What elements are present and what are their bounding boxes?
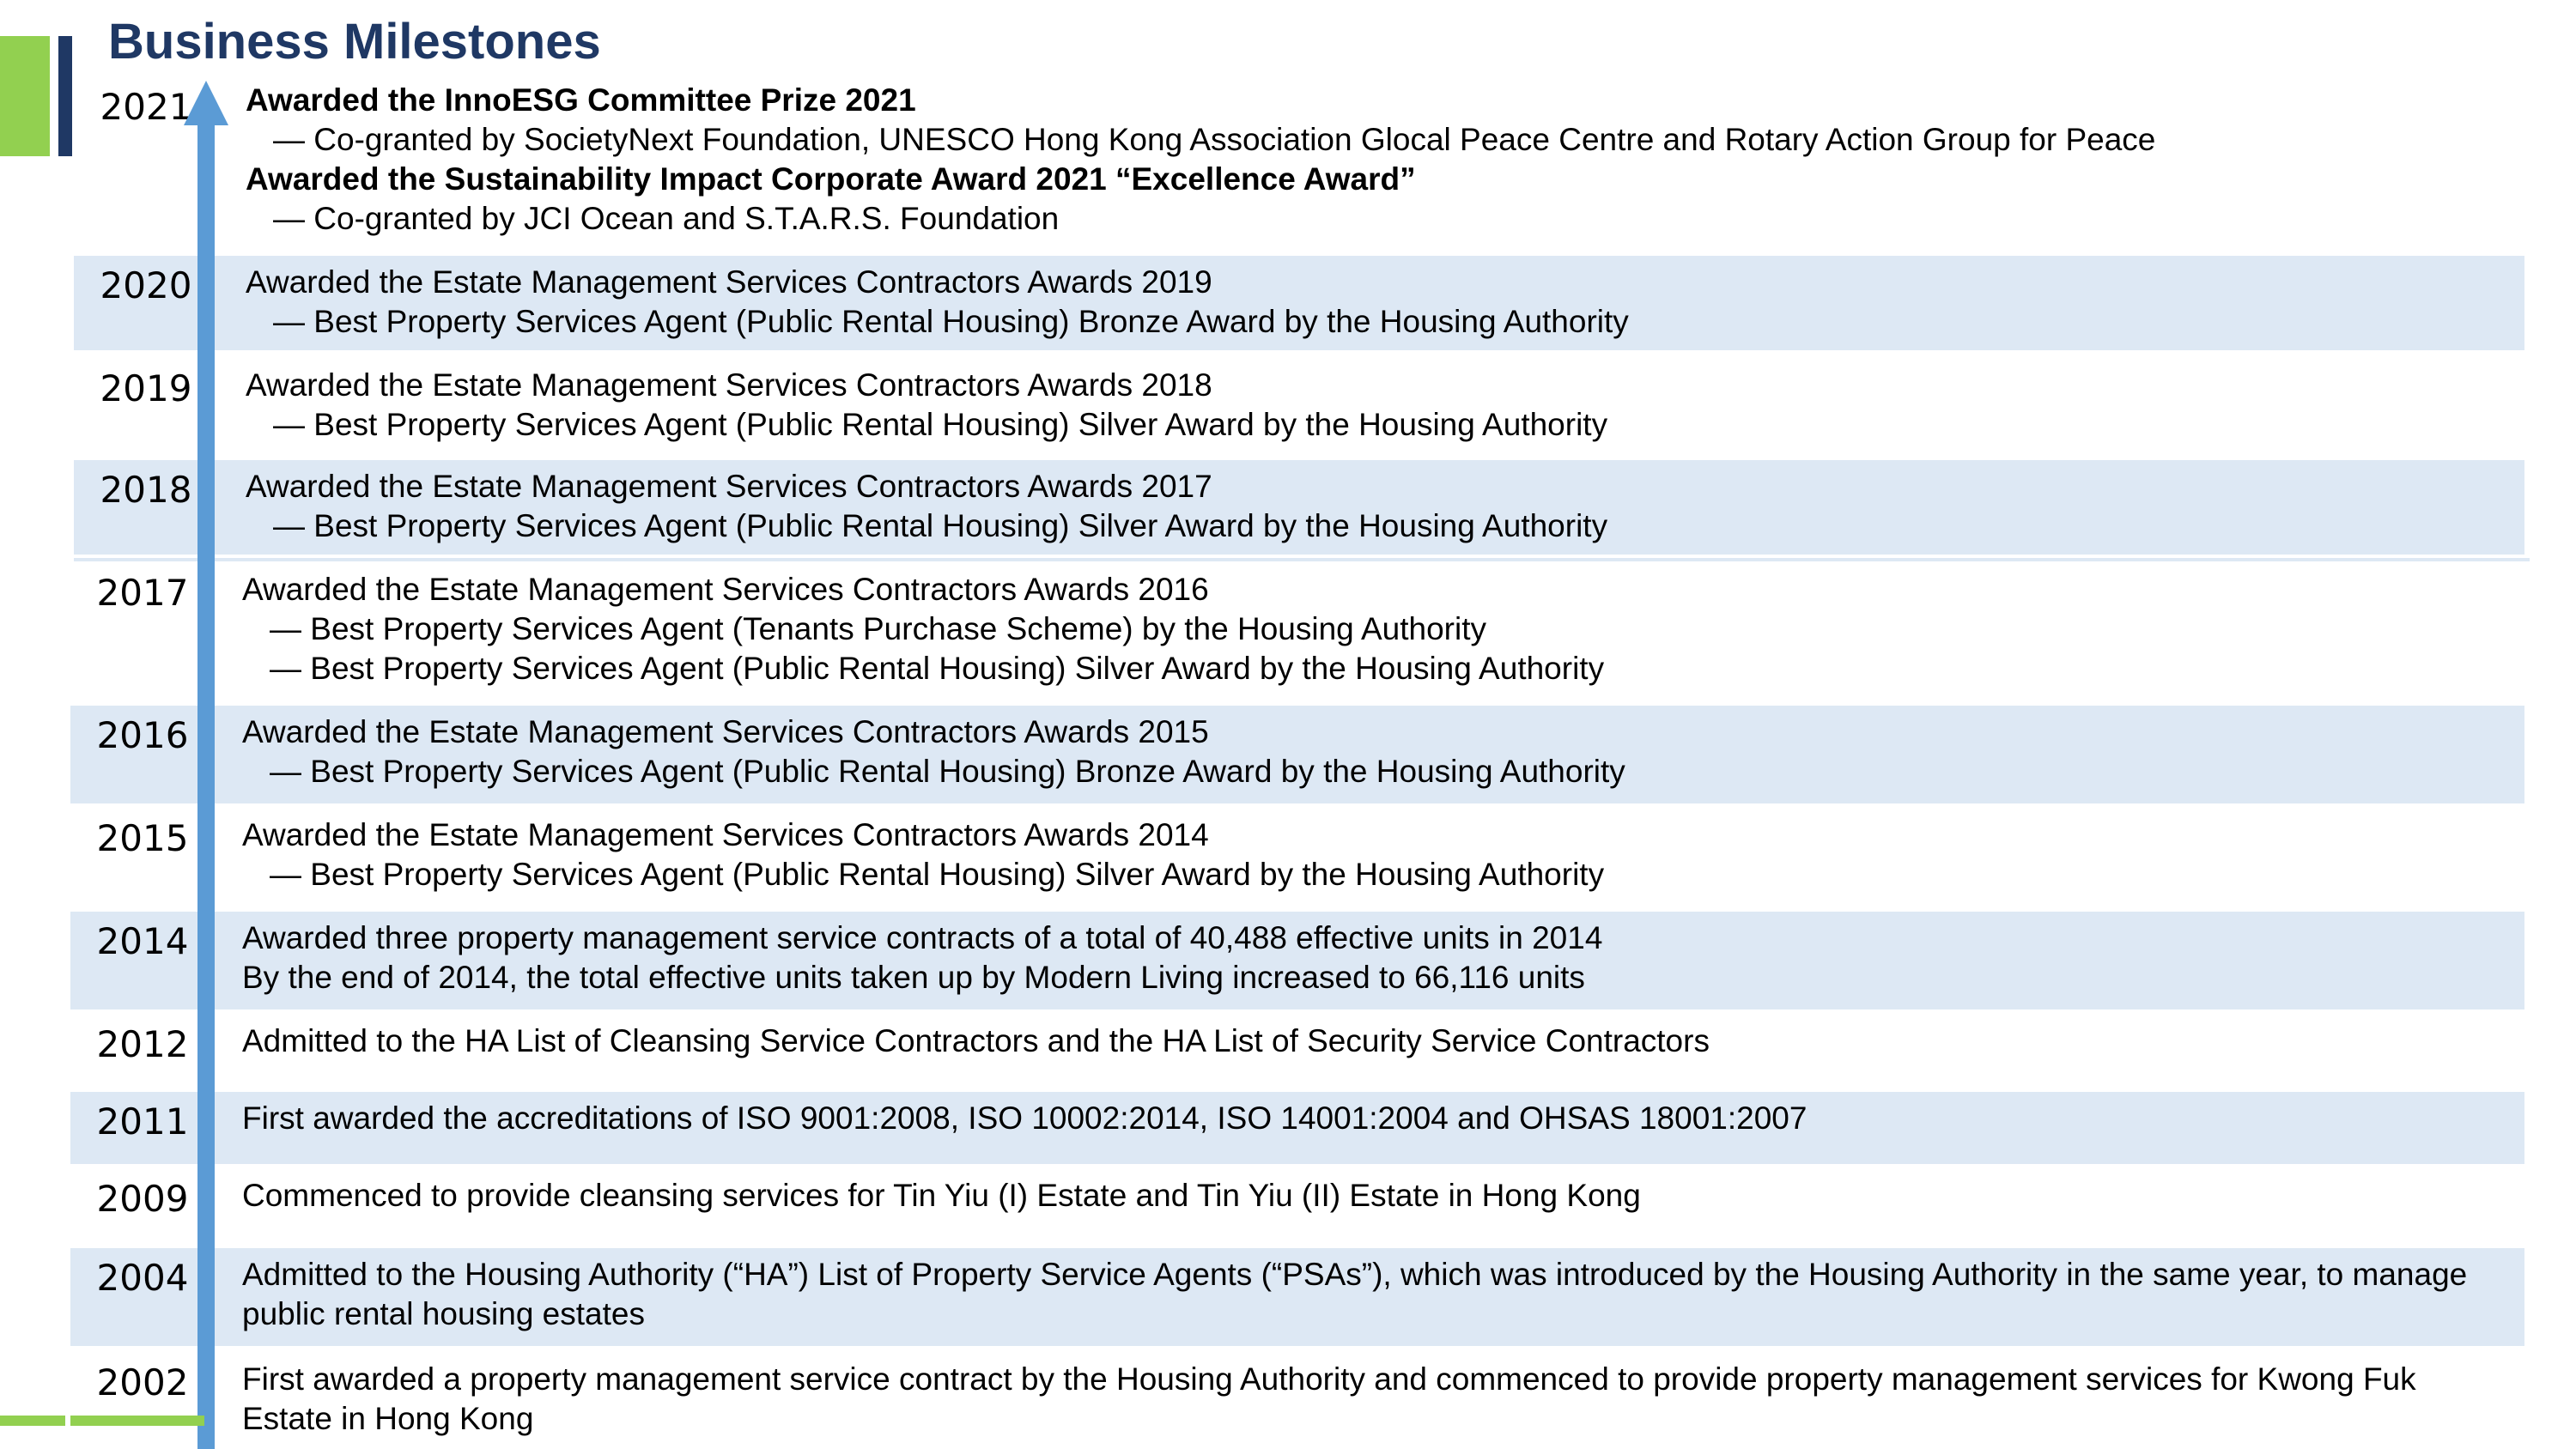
milestone-year: 2019	[100, 367, 192, 409]
milestone-row	[0, 1169, 2576, 1241]
milestone-text-line: — Best Property Services Agent (Public Rental Housing) Silver Award by the Housing Authority	[273, 508, 1608, 543]
milestone-description	[246, 81, 2507, 239]
milestone-year: 2021	[100, 86, 192, 128]
milestone-text-line: — Best Property Services Agent (Public Rental Housing) Silver Award by the Housing Authority	[270, 857, 1605, 892]
milestone-row	[0, 359, 2576, 455]
milestone-text-line: Awarded the Estate Management Services Contractors Awards 2019	[246, 264, 1212, 300]
milestone-description	[246, 263, 2507, 342]
milestone-year: 2009	[96, 1178, 189, 1220]
milestone-row	[0, 256, 2576, 350]
milestone-row	[0, 1353, 2576, 1449]
milestone-description	[242, 815, 2507, 894]
milestone-text-line: — Best Property Services Agent (Public Rental Housing) Bronze Award by the Housing Authority	[270, 754, 1625, 789]
milestone-year: 2012	[96, 1023, 189, 1065]
milestone-description	[242, 1176, 2507, 1216]
milestone-description	[246, 467, 2507, 546]
milestone-text-line: First awarded the accreditations of ISO 9001:2008, ISO 10002:2014, ISO 14001:2004 and OHSAS 18001:2007	[242, 1100, 1807, 1136]
milestone-description	[242, 712, 2507, 791]
milestone-text-line: — Best Property Services Agent (Tenants Purchase Scheme) by the Housing Authority	[270, 611, 1486, 646]
milestone-text-line: — Best Property Services Agent (Public Rental Housing) Bronze Award by the Housing Authority	[273, 304, 1629, 339]
milestone-row	[0, 460, 2576, 555]
milestone-text-line: Awarded three property management service contracts of a total of 40,488 effective units in 2014	[242, 920, 1603, 955]
milestone-description	[242, 1255, 2507, 1334]
milestone-row	[0, 706, 2576, 803]
milestone-text-line: — Co-granted by SocietyNext Foundation, UNESCO Hong Kong Association Glocal Peace Centre and Rotary Action Group for Peace	[273, 122, 2156, 157]
milestone-row	[0, 1248, 2576, 1346]
milestone-text-line: — Best Property Services Agent (Public Rental Housing) Silver Award by the Housing Authority	[270, 651, 1605, 686]
milestone-row	[0, 1092, 2576, 1164]
milestone-year: 2011	[96, 1100, 189, 1143]
milestone-text-line: Awarded the Estate Management Services Contractors Awards 2016	[242, 572, 1209, 607]
milestone-year: 2017	[96, 572, 189, 614]
milestone-year: 2015	[96, 817, 189, 859]
timeline-arrow	[184, 81, 228, 1449]
milestone-text-line: Awarded the Estate Management Services Contractors Awards 2014	[242, 817, 1209, 852]
milestone-year: 2002	[96, 1361, 189, 1404]
milestone-year: 2020	[100, 264, 192, 306]
milestone-text-line: Admitted to the HA List of Cleansing Service Contractors and the HA List of Security Service Contractors	[242, 1023, 1710, 1058]
milestone-description	[242, 570, 2507, 688]
milestone-text-line: Awarded the Estate Management Services Contractors Awards 2017	[246, 469, 1212, 504]
milestone-row	[0, 563, 2576, 700]
milestone-row	[0, 77, 2576, 254]
milestone-description	[242, 1360, 2507, 1439]
milestone-description	[242, 919, 2507, 997]
page-title: Business Milestones	[108, 14, 601, 70]
milestone-description	[246, 366, 2507, 445]
milestone-year: 2014	[96, 920, 189, 962]
bottom-accent-bar	[0, 1416, 65, 1426]
milestone-text-line: Awarded the Estate Management Services Contractors Awards 2018	[246, 367, 1212, 403]
milestone-text-line: Awarded the InnoESG Committee Prize 2021	[246, 82, 916, 118]
milestone-text-line: — Co-granted by JCI Ocean and S.T.A.R.S. Foundation	[273, 201, 1060, 236]
milestone-text-line: Awarded the Estate Management Services Contractors Awards 2015	[242, 714, 1209, 749]
milestone-year: 2004	[96, 1257, 189, 1299]
milestone-year: 2016	[96, 714, 189, 756]
row-divider	[74, 558, 2530, 561]
milestone-description	[242, 1099, 2507, 1138]
bottom-accent-bar	[70, 1416, 204, 1426]
milestone-year: 2018	[100, 469, 192, 511]
milestone-text-line: Admitted to the Housing Authority (“HA”) List of Property Service Agents (“PSAs”), which was introduced by the Housing Authority in the same year, to manage public rental housing estates	[242, 1257, 2468, 1331]
milestone-text-line: — Best Property Services Agent (Public Rental Housing) Silver Award by the Housing Authority	[273, 407, 1608, 442]
milestone-text-line: By the end of 2014, the total effective units taken up by Modern Living increased to 66,116 units	[242, 960, 1585, 995]
milestone-description	[242, 1022, 2507, 1061]
milestone-text-line: Commenced to provide cleansing services for Tin Yiu (I) Estate and Tin Yiu (II) Estate in Hong Kong	[242, 1178, 1641, 1213]
milestone-row	[0, 809, 2576, 906]
milestone-row	[0, 1015, 2576, 1087]
milestone-text-line: First awarded a property management service contract by the Housing Authority and commenced to provide property management services for Kwong Fuk Estate in Hong Kong	[242, 1361, 2416, 1436]
milestone-text-line: Awarded the Sustainability Impact Corporate Award 2021 “Excellence Award”	[246, 161, 1416, 197]
milestone-row	[0, 912, 2576, 1009]
